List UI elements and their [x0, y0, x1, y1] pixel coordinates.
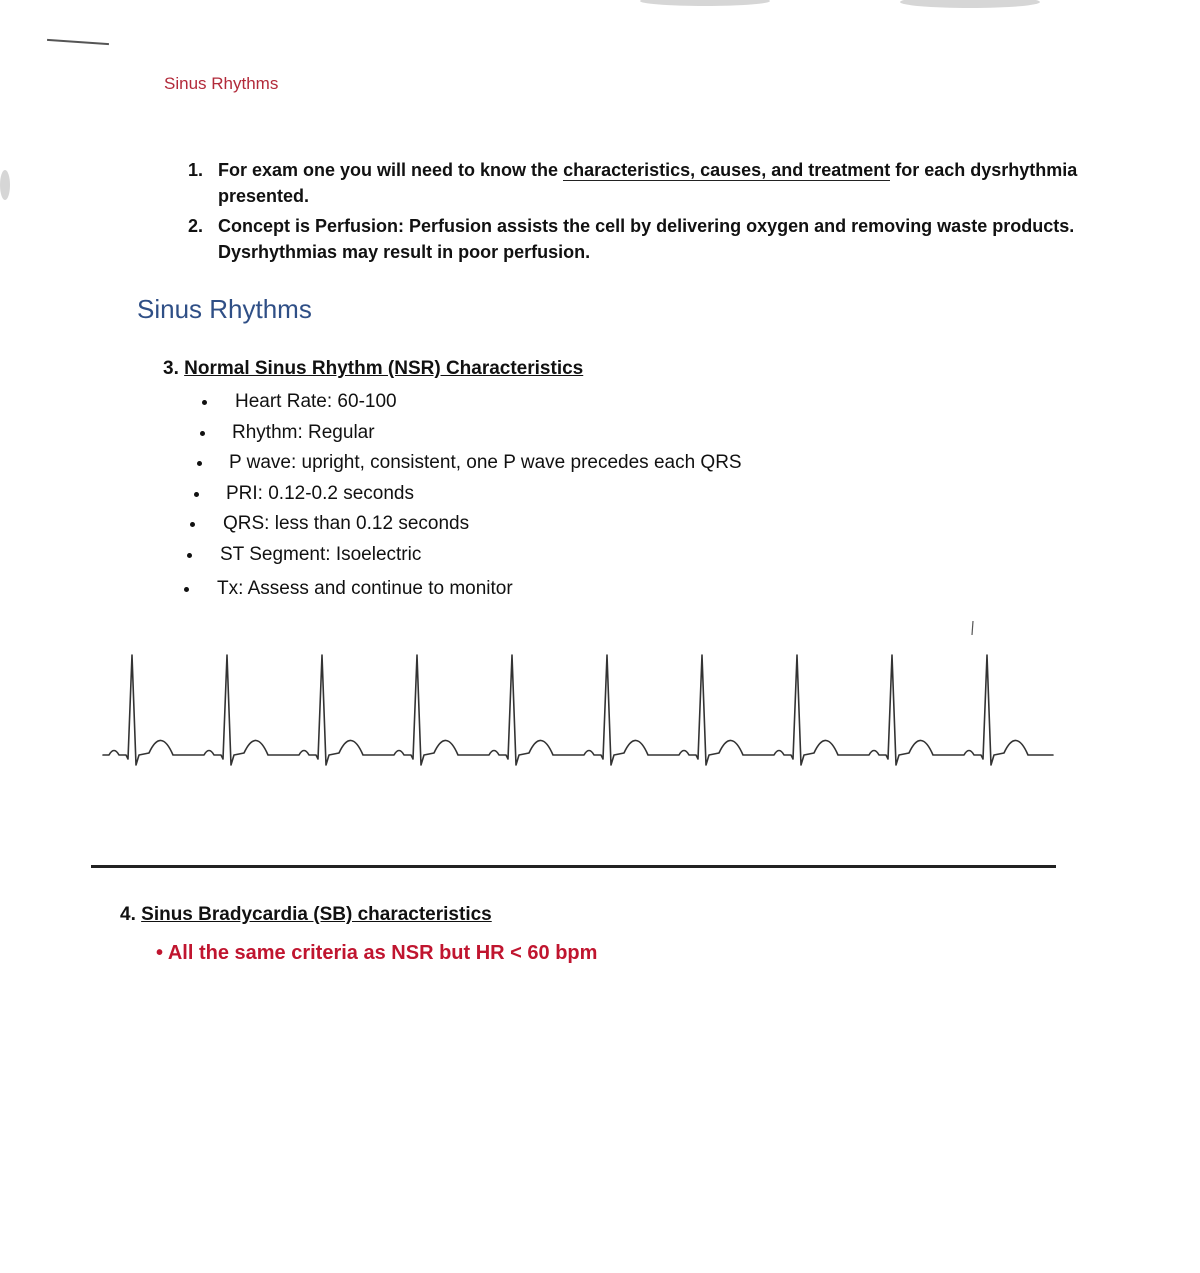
intro-item-1 — [188, 157, 1088, 209]
bullet-dot-icon — [194, 492, 199, 497]
list-item-text: QRS: less than 0.12 seconds — [223, 513, 470, 534]
list-item-text: ST Segment: Isoelectric — [220, 543, 422, 565]
list-item-text: P wave: upright, consistent, one P wave precedes each QRS — [229, 452, 742, 473]
sb-bullet-text: All the same criteria as NSR but HR < 60 bpm — [167, 942, 598, 964]
nsr-title — [163, 358, 583, 380]
intro-list — [188, 157, 1088, 269]
sb-title — [120, 904, 492, 926]
bullet-dot-icon — [190, 522, 195, 527]
bullet-dot-icon: • — [156, 942, 164, 964]
scan-artifact-line — [47, 39, 109, 45]
list-item — [180, 480, 742, 511]
nsr-number: 3. — [163, 358, 179, 379]
list-item — [180, 449, 742, 480]
sb-bullet — [156, 942, 597, 965]
bullet-dot-icon — [197, 461, 202, 466]
ecg-waveform — [103, 655, 1053, 765]
list-item — [180, 388, 742, 419]
page-header-label: Sinus Rhythms — [164, 74, 279, 93]
intro-item-underlined-text: characteristics, causes, and treatment — [563, 160, 891, 180]
bullet-dot-icon — [187, 553, 192, 558]
list-item — [180, 510, 742, 541]
list-item — [180, 541, 742, 572]
scan-artifact-smudge — [900, 0, 1040, 8]
section-heading: Sinus Rhythms — [137, 294, 312, 324]
ecg-strip — [95, 615, 1060, 785]
list-item — [180, 419, 742, 450]
intro-item-text: for each dysrhythmia presented. — [218, 160, 1078, 206]
nsr-title-text: Normal Sinus Rhythm (NSR) Characteristics — [184, 358, 584, 379]
list-item — [180, 575, 742, 606]
list-item-text: Rhythm: Regular — [232, 421, 375, 443]
scan-artifact-smudge — [0, 170, 10, 200]
bullet-dot-icon — [200, 431, 205, 436]
ecg-marker — [972, 621, 973, 635]
sb-title-text: Sinus Bradycardia (SB) characteristics — [141, 904, 492, 925]
list-item-text: Heart Rate: 60-100 — [235, 391, 397, 412]
scan-artifact-smudge — [640, 0, 770, 6]
intro-item-text: For exam one you will need to know the — [218, 160, 564, 180]
intro-item-text: Concept is Perfusion: Perfusion assists the cell by delivering oxygen and removing waste products. Dysrhythmias may result in poor perfusion. — [218, 216, 1075, 262]
intro-item-number: 1. — [188, 160, 204, 180]
intro-item-2 — [188, 213, 1088, 265]
list-item-text: PRI: 0.12-0.2 seconds — [226, 482, 414, 504]
list-item-text: Tx: Assess and continue to monitor — [217, 578, 513, 599]
intro-item-number: 2. — [188, 216, 204, 236]
section-divider — [91, 865, 1056, 868]
bullet-dot-icon — [184, 587, 189, 592]
bullet-dot-icon — [202, 400, 207, 405]
sb-number: 4. — [120, 904, 136, 925]
nsr-characteristics-list — [180, 388, 742, 606]
